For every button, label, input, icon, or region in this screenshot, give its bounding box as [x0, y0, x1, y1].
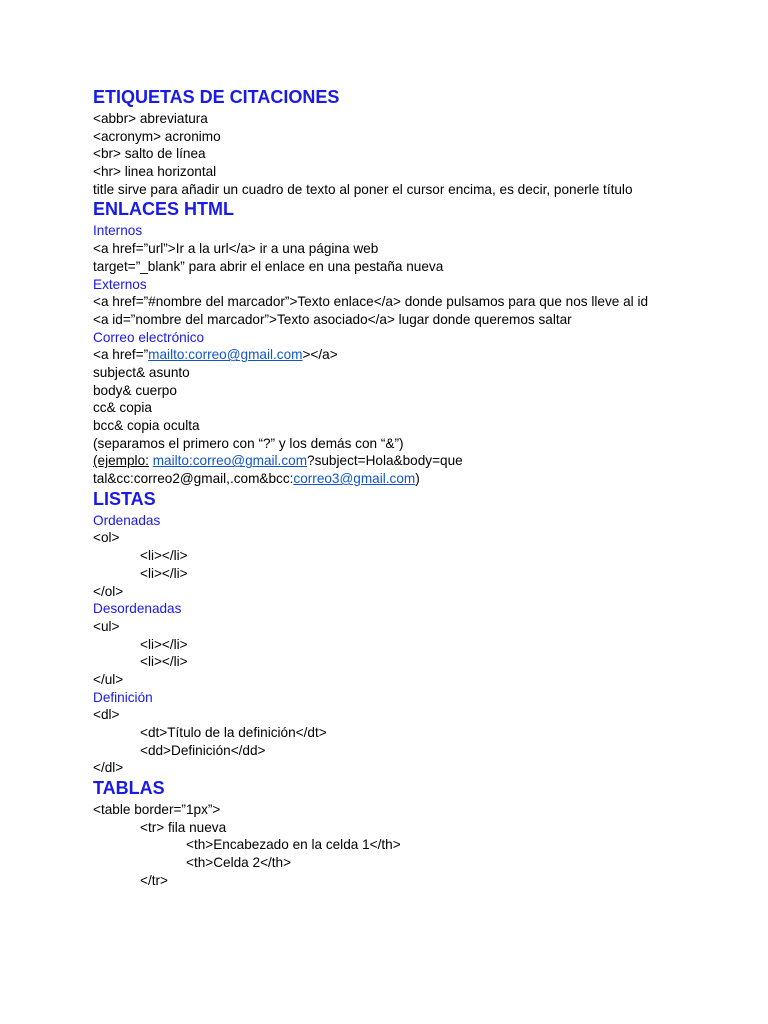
code-line: </dl>	[93, 760, 124, 776]
code-line: <li></li>	[140, 636, 188, 652]
example-mailto-link[interactable]: mailto:correo@gmail.com	[152, 453, 308, 469]
code-line: <dt>Título de la definición</dt>	[140, 725, 327, 740]
code-line: <ol>	[93, 530, 120, 546]
subheading-internos: Internos	[93, 223, 143, 239]
code-line: <th>Encabezado en la celda 1</th>	[186, 837, 401, 853]
text-line: <a href=”#nombre del marcador”>Texto enlace</a> donde pulsamos para que nos lleve al id	[93, 294, 649, 310]
text-line: <a id=”nombre del marcador”>Texto asociado</a> lugar donde queremos saltar	[93, 311, 572, 327]
heading-listas: LISTAS	[93, 488, 156, 509]
mailto-link[interactable]: mailto:correo@gmail.com	[148, 347, 303, 363]
mailto-line	[93, 346, 733, 364]
example-close: )	[415, 471, 420, 487]
text-line: <abbr> abreviatura	[93, 111, 208, 126]
heading-tablas: TABLAS	[93, 778, 165, 799]
code-line: <dd>Definición</dd>	[140, 742, 266, 758]
text-line: (separamos el primero con “?” y los demás con “&”)	[93, 435, 404, 451]
text-line: <acronym> acronimo	[93, 128, 221, 144]
code-line: </ul>	[93, 671, 124, 687]
text-line: cc& copia	[93, 400, 152, 416]
text-line: <hr> linea horizontal	[93, 164, 217, 180]
code-line: <dl>	[93, 707, 120, 723]
text-line: body& cuerpo	[93, 382, 177, 398]
code-line: </tr>	[140, 872, 168, 888]
code-line: <ul>	[93, 618, 120, 634]
heading-enlaces-html: ENLACES HTML	[93, 199, 234, 220]
code-line: <th>Celda 2</th>	[186, 855, 292, 871]
subheading-desordenadas: Desordenadas	[93, 601, 182, 617]
subheading-definicion: Definición	[93, 689, 153, 705]
subheading-externos: Externos	[93, 276, 147, 292]
text-line: target=”_blank” para abrir el enlace en una pestaña nueva	[93, 258, 444, 274]
code-line: <tr> fila nueva	[140, 819, 227, 835]
heading-etiquetas-citaciones: ETIQUETAS DE CITACIONES	[93, 87, 340, 107]
code-line: <table border=”1px”>	[93, 802, 221, 818]
example-label: (ejemplo:	[93, 453, 149, 469]
example-bcc-link[interactable]: correo3@gmail.com	[293, 471, 416, 487]
example-query: ?subject=Hola&body=que	[307, 453, 463, 469]
subheading-correo: Correo electrónico	[93, 329, 205, 345]
mailto-suffix: ></a>	[302, 347, 338, 363]
code-line: <li></li>	[140, 565, 188, 581]
text-line: subject& asunto	[93, 364, 190, 380]
mailto-prefix: <a href=”	[93, 347, 149, 363]
text-line: <br> salto de línea	[93, 146, 206, 162]
text-line: title sirve para añadir un cuadro de texto al poner el cursor encima, es decir, ponerle título	[93, 181, 633, 197]
example-query-2: tal&cc:correo2@gmail,.com&bcc:	[93, 471, 294, 487]
text-line: <a href=”url”>Ir a la url</a> ir a una página web	[93, 241, 379, 257]
code-line: <li></li>	[140, 654, 188, 670]
example-line-2	[93, 470, 733, 488]
code-line: </ol>	[93, 583, 124, 599]
document-page	[93, 86, 733, 890]
example-line	[93, 452, 733, 470]
code-line: <li></li>	[140, 548, 188, 564]
subheading-ordenadas: Ordenadas	[93, 512, 161, 528]
text-line: bcc& copia oculta	[93, 418, 200, 433]
